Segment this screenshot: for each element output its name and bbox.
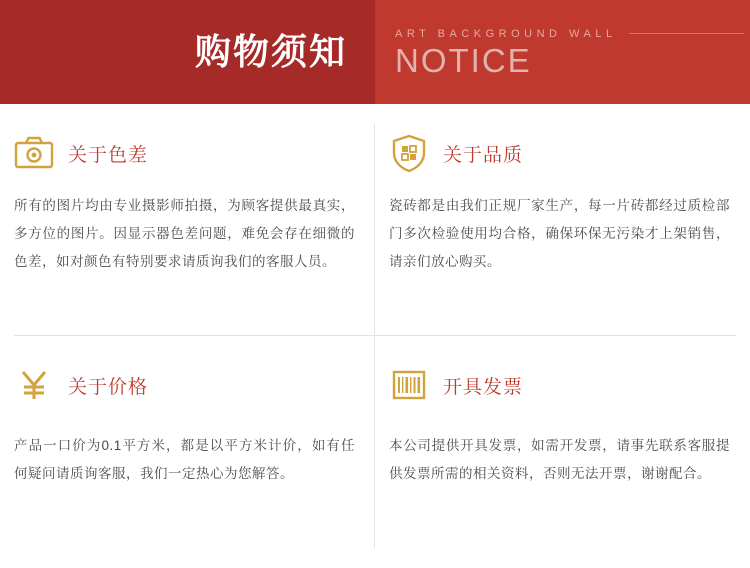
notice-item-title: 开具发票 [443,376,524,398]
notice-item-header [14,104,361,184]
header-title-block [0,0,375,104]
notice-item-header [389,104,736,184]
header-subtitle-block [375,0,750,104]
notice-grid [0,104,750,568]
notice-item-quality [375,104,750,336]
header-title-en: NOTICE [395,41,532,79]
notice-item-price [0,336,375,568]
notice-item-title: 关于价格 [68,376,149,398]
shield-quality-icon [389,133,429,173]
yen-price-icon [14,365,54,405]
notice-item-header [389,336,736,416]
header-divider-line [629,33,744,34]
notice-item-title: 关于品质 [443,144,524,166]
notice-item-invoice [375,336,750,568]
header-subtitle-row [395,28,750,40]
notice-item-color-difference [0,104,375,336]
notice-item-body: 产品一口价为0.1平方米，都是以平方米计价，如有任何疑问请质询客服，我们一定热心为您解答。 [14,438,355,481]
notice-item-body: 所有的图片均由专业摄影师拍摄，为顾客提供最真实，多方位的图片。因显示器色差问题，难免会存在细微的色差，如对颜色有特别要求请质询我们的客服人员。 [14,198,355,269]
invoice-icon [389,365,429,405]
notice-item-header [14,336,361,416]
notice-item-body: 瓷砖都是由我们正规厂家生产，每一片砖都经过质检部门多次检验使用均合格，确保环保无污染才上架销售，请亲们放心购买。 [389,198,730,269]
camera-icon [14,133,54,173]
notice-item-title: 关于色差 [68,144,149,166]
page-title: 购物须知 [194,31,347,72]
header-subtitle-en: ART BACKGROUND WALL [395,27,617,40]
page-header [0,0,750,104]
notice-item-body: 本公司提供开具发票，如需开发票，请事先联系客服提供发票所需的相关资料，否则无法开票，谢谢配合。 [389,438,730,481]
